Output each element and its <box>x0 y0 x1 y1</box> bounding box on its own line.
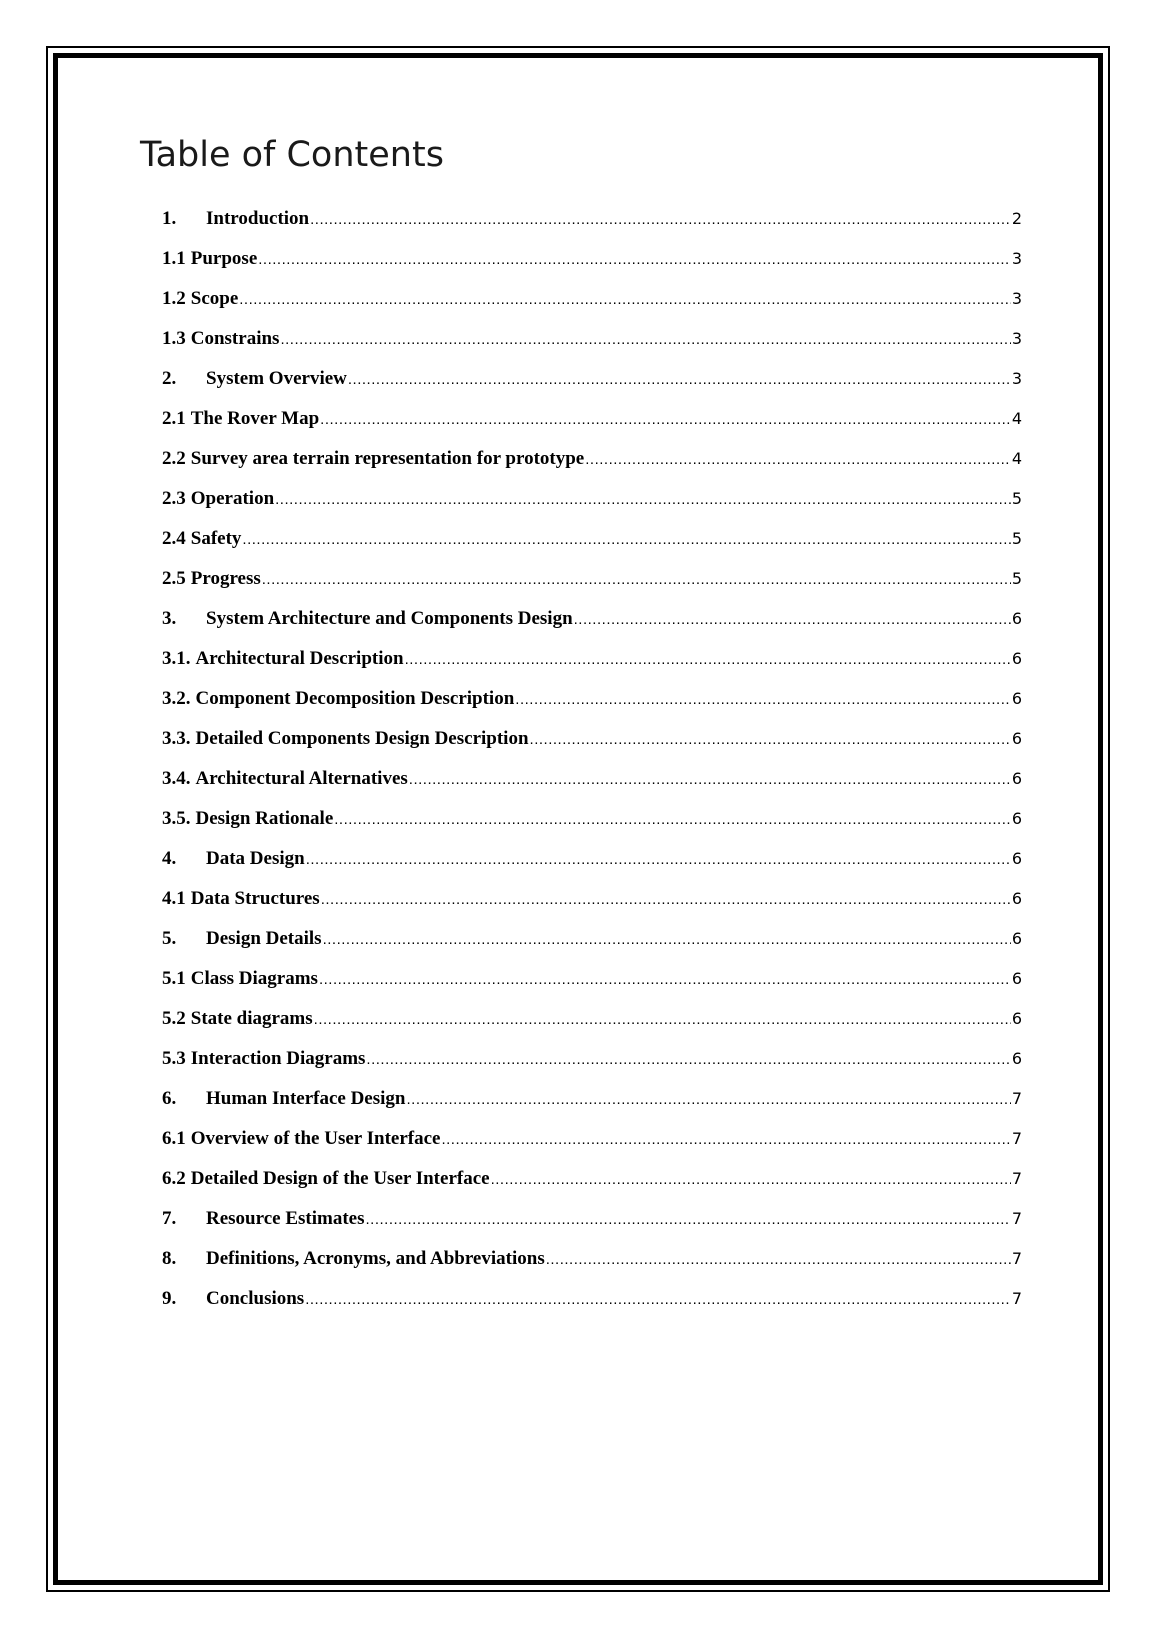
toc-entry-label: System Overview <box>206 368 347 389</box>
toc-dot-leader <box>314 1003 1011 1037</box>
toc-entry-page-number: 5 <box>1011 529 1022 548</box>
toc-entry-label: Purpose <box>190 248 258 269</box>
toc-entry-page-number: 3 <box>1011 369 1022 388</box>
toc-entry[interactable] <box>162 1042 1022 1082</box>
toc-entry-page-number: 6 <box>1011 929 1022 948</box>
toc-entry-page-number: 7 <box>1011 1129 1022 1148</box>
toc-entry[interactable] <box>162 242 1022 282</box>
toc-entry-number: 6. <box>162 1088 177 1109</box>
toc-entry[interactable] <box>162 1122 1022 1162</box>
toc-entry-number: 4.1 <box>162 888 186 909</box>
toc-entry-page-number: 3 <box>1011 289 1022 308</box>
toc-entry[interactable] <box>162 402 1022 442</box>
toc-entry-label: Design Rationale <box>195 808 334 829</box>
toc-dot-leader <box>258 243 1011 277</box>
toc-dot-leader <box>491 1163 1011 1197</box>
toc-entry-number: 1. <box>162 208 177 229</box>
toc-entry-label: State diagrams <box>190 1008 313 1029</box>
toc-entry-label: Architectural Alternatives <box>195 768 408 789</box>
toc-entry-number: 7. <box>162 1208 177 1229</box>
toc-entry-number: 2.1 <box>162 408 186 429</box>
toc-dot-leader <box>409 763 1011 797</box>
toc-entry-number: 5. <box>162 928 177 949</box>
toc-entry-page-number: 7 <box>1011 1169 1022 1188</box>
toc-entry[interactable] <box>162 1242 1022 1282</box>
toc-entry[interactable] <box>162 562 1022 602</box>
toc-entry-number: 2.3 <box>162 488 186 509</box>
toc-entry-page-number: 6 <box>1011 849 1022 868</box>
toc-entry-number: 2.4 <box>162 528 186 549</box>
toc-dot-leader <box>262 563 1011 597</box>
toc-entry-number: 2. <box>162 368 177 389</box>
toc-entry[interactable] <box>162 922 1022 962</box>
toc-dot-leader <box>366 1043 1010 1077</box>
toc-entry[interactable] <box>162 202 1022 242</box>
toc-entry[interactable] <box>162 1202 1022 1242</box>
toc-entry-page-number: 6 <box>1011 649 1022 668</box>
toc-entry[interactable] <box>162 482 1022 522</box>
toc-entry-number: 3.1. <box>162 648 191 669</box>
toc-entry-label: Introduction <box>206 208 310 229</box>
toc-entry-page-number: 6 <box>1011 689 1022 708</box>
toc-entry-number: 6.1 <box>162 1128 186 1149</box>
toc-entry[interactable] <box>162 1082 1022 1122</box>
toc-entry-number: 6.2 <box>162 1168 186 1189</box>
toc-entry[interactable] <box>162 522 1022 562</box>
toc-entry[interactable] <box>162 1162 1022 1202</box>
toc-entry-number: 3.5. <box>162 808 191 829</box>
toc-entry-page-number: 3 <box>1011 329 1022 348</box>
toc-entry-label: Resource Estimates <box>206 1208 365 1229</box>
toc-entry-page-number: 4 <box>1011 449 1022 468</box>
toc-dot-leader <box>348 363 1011 397</box>
toc-entry-label: Scope <box>190 288 239 309</box>
toc-entry[interactable] <box>162 802 1022 842</box>
toc-entry-number: 1.2 <box>162 288 186 309</box>
toc-entry[interactable] <box>162 642 1022 682</box>
toc-entry-page-number: 7 <box>1011 1249 1022 1268</box>
toc-entry-number: 3.2. <box>162 688 191 709</box>
toc-entry-label: The Rover Map <box>190 408 320 429</box>
toc-entry-page-number: 6 <box>1011 769 1022 788</box>
toc-entry-number: 3.4. <box>162 768 191 789</box>
toc-dot-leader <box>365 1203 1010 1237</box>
toc-entry[interactable] <box>162 682 1022 722</box>
toc-dot-leader <box>242 523 1010 557</box>
toc-dot-leader <box>305 1283 1011 1317</box>
toc-entry-page-number: 6 <box>1011 1009 1022 1028</box>
toc-dot-leader <box>310 203 1011 237</box>
toc-list <box>162 202 1022 1322</box>
toc-dot-leader <box>319 963 1011 997</box>
toc-entry-number: 4. <box>162 848 177 869</box>
toc-dot-leader <box>530 723 1011 757</box>
toc-entry-number: 1.1 <box>162 248 186 269</box>
toc-entry-page-number: 5 <box>1011 569 1022 588</box>
toc-entry-label: Architectural Description <box>195 648 404 669</box>
toc-entry[interactable] <box>162 962 1022 1002</box>
toc-dot-leader <box>275 483 1011 517</box>
toc-entry[interactable] <box>162 282 1022 322</box>
toc-entry-number: 5.3 <box>162 1048 186 1069</box>
toc-entry[interactable] <box>162 322 1022 362</box>
toc-entry-label: Data Structures <box>190 888 320 909</box>
toc-entry[interactable] <box>162 602 1022 642</box>
toc-entry-label: Constrains <box>190 328 280 349</box>
toc-entry[interactable] <box>162 442 1022 482</box>
toc-entry-label: Safety <box>190 528 242 549</box>
toc-entry-number: 8. <box>162 1248 177 1269</box>
toc-dot-leader <box>441 1123 1010 1157</box>
toc-dot-leader <box>405 643 1011 677</box>
toc-entry-label: Design Details <box>206 928 322 949</box>
toc-entry-label: Conclusions <box>206 1288 305 1309</box>
toc-entry-number: 5.2 <box>162 1008 186 1029</box>
toc-dot-leader <box>515 683 1011 717</box>
toc-entry-label: Component Decomposition Description <box>195 688 515 709</box>
toc-entry[interactable] <box>162 362 1022 402</box>
toc-dot-leader <box>585 443 1011 477</box>
toc-entry-number: 2.2 <box>162 448 186 469</box>
toc-entry-number: 9. <box>162 1288 177 1309</box>
toc-entry[interactable] <box>162 842 1022 882</box>
toc-dot-leader <box>334 803 1011 837</box>
toc-dot-leader <box>239 283 1011 317</box>
toc-entry-label: Interaction Diagrams <box>190 1048 366 1069</box>
toc-entry-page-number: 6 <box>1011 729 1022 748</box>
toc-entry-number: 1.3 <box>162 328 186 349</box>
toc-dot-leader <box>574 603 1011 637</box>
toc-entry-number: 5.1 <box>162 968 186 989</box>
toc-entry-page-number: 6 <box>1011 1049 1022 1068</box>
toc-entry[interactable] <box>162 762 1022 802</box>
toc-dot-leader <box>406 1083 1010 1117</box>
toc-entry-page-number: 7 <box>1011 1289 1022 1308</box>
toc-entry-label: Progress <box>190 568 261 589</box>
toc-entry[interactable] <box>162 722 1022 762</box>
toc-dot-leader <box>306 843 1011 877</box>
toc-entry-page-number: 7 <box>1011 1209 1022 1228</box>
toc-entry-number: 2.5 <box>162 568 186 589</box>
toc-entry-page-number: 7 <box>1011 1089 1022 1108</box>
toc-entry-label: Detailed Design of the User Interface <box>190 1168 490 1189</box>
toc-dot-leader <box>321 883 1011 917</box>
toc-entry-label: Operation <box>190 488 275 509</box>
toc-entry-page-number: 6 <box>1011 889 1022 908</box>
toc-entry-label: Definitions, Acronyms, and Abbreviations <box>206 1248 545 1269</box>
toc-entry-page-number: 6 <box>1011 969 1022 988</box>
toc-entry[interactable] <box>162 1002 1022 1042</box>
toc-entry-label: Data Design <box>206 848 305 869</box>
toc-dot-leader <box>320 403 1011 437</box>
toc-entry-label: Survey area terrain representation for prototype <box>190 448 585 469</box>
toc-entry-label: System Architecture and Components Design <box>206 608 573 629</box>
toc-entry-page-number: 4 <box>1011 409 1022 428</box>
toc-entry-number: 3.3. <box>162 728 191 749</box>
toc-entry-label: Class Diagrams <box>190 968 318 989</box>
toc-entry-page-number: 2 <box>1011 209 1022 228</box>
toc-dot-leader <box>546 1243 1011 1277</box>
toc-entry-page-number: 5 <box>1011 489 1022 508</box>
toc-dot-leader <box>280 323 1010 357</box>
toc-entry[interactable] <box>162 1282 1022 1322</box>
toc-entry-label: Overview of the User Interface <box>190 1128 441 1149</box>
toc-entry-label: Detailed Components Design Description <box>195 728 529 749</box>
toc-entry-page-number: 6 <box>1011 809 1022 828</box>
toc-entry-number: 3. <box>162 608 177 629</box>
toc-entry-page-number: 3 <box>1011 249 1022 268</box>
toc-dot-leader <box>323 923 1011 957</box>
toc-entry-page-number: 6 <box>1011 609 1022 628</box>
toc-entry-label: Human Interface Design <box>206 1088 406 1109</box>
toc-title: Table of Contents <box>140 135 444 175</box>
toc-entry[interactable] <box>162 882 1022 922</box>
